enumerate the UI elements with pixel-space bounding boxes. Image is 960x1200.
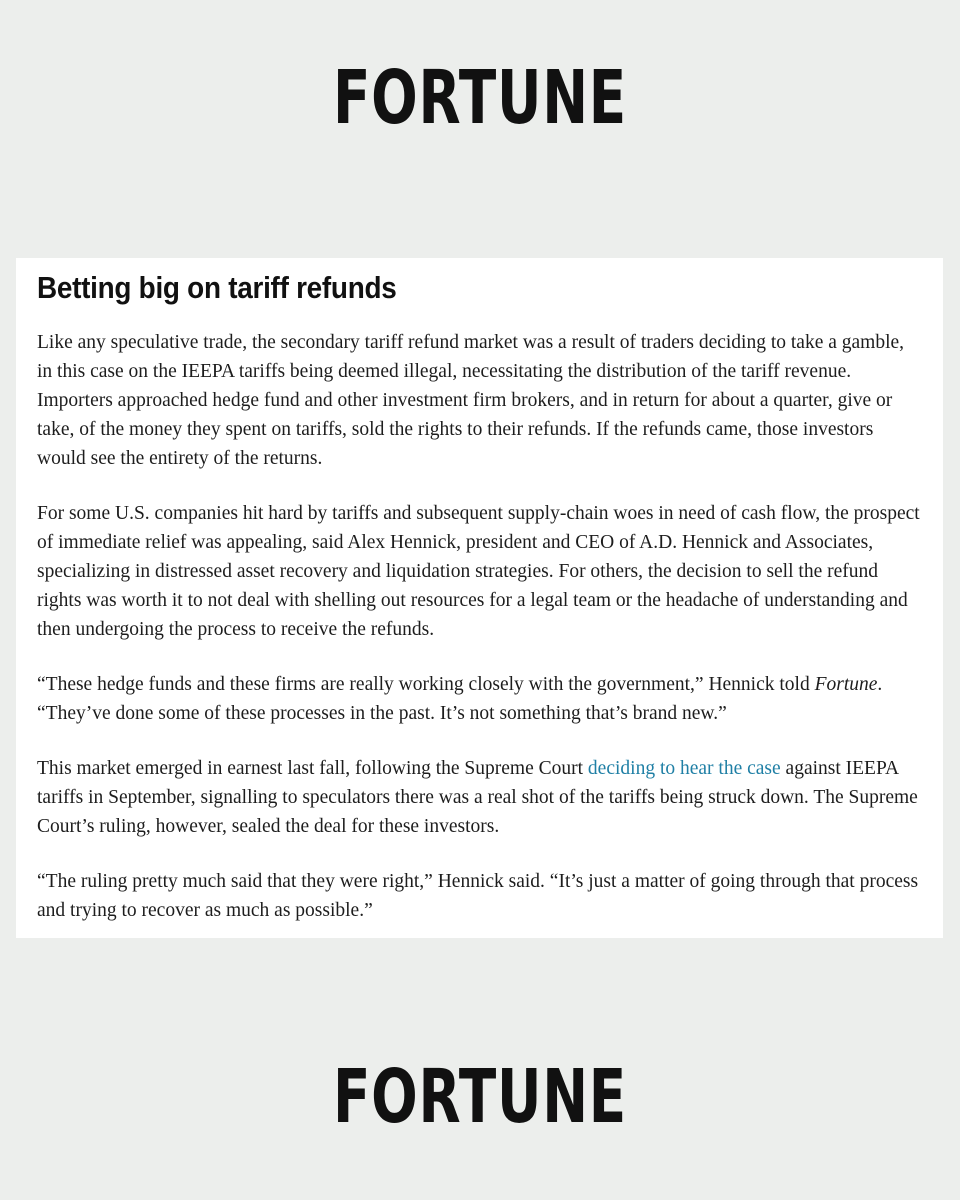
- paragraph-3: [37, 670, 921, 728]
- hear-the-case-link[interactable]: deciding to hear the case: [587, 758, 781, 779]
- paragraph-1: Like any speculative trade, the secondary tariff refund market was a result of traders deciding to take a gamble, in this case on the IEEPA tariffs being deemed illegal, necessitating the distribution of the tariff revenue. Importers approached hedge fund and other investment firm brokers, and in return for about a quarter, give or take, of the money they spent on tariffs, sold the rights to their refunds. If the refunds came, those investors would see the entirety of the returns.: [37, 332, 905, 469]
- paragraph-4: [37, 754, 921, 841]
- paragraph-3-text-start: “These hedge funds and these firms are really working closely with the government,” Hennick told: [37, 674, 815, 695]
- fortune-logo-top: FORTUNE: [333, 55, 627, 141]
- publication-name-italic: Fortune: [814, 674, 878, 695]
- article-card: [16, 258, 943, 938]
- paragraph-3-text-end: . “They’ve done some of these processes in the past. It’s not something that’s brand new.”: [37, 674, 883, 724]
- paragraph-4-text-start: This market emerged in earnest last fall, following the Supreme Court: [37, 758, 588, 779]
- fortune-logo-bottom: FORTUNE: [333, 1054, 627, 1140]
- article-headline: Betting big on tariff refunds: [37, 270, 397, 305]
- paragraph-5: “The ruling pretty much said that they were right,” Hennick said. “It’s just a matter of going through that process and trying to recover as much as possible.”: [37, 871, 919, 921]
- paragraph-2: For some U.S. companies hit hard by tariffs and subsequent supply-chain woes in need of cash flow, the prospect of immediate relief was appealing, said Alex Hennick, president and CEO of A.D. Hennick and Associates, specializing in distressed asset recovery and liquidation strategies. For others, the decision to sell the refund rights was worth it to not deal with shelling out resources for a legal team or the headache of understanding and then undergoing the process to receive the refunds.: [37, 503, 920, 640]
- paragraph-4-text-end: against IEEPA tariffs in September, signalling to speculators there was a real shot of the tariffs being struck down. The Supreme Court’s ruling, however, sealed the deal for these investors.: [37, 758, 918, 837]
